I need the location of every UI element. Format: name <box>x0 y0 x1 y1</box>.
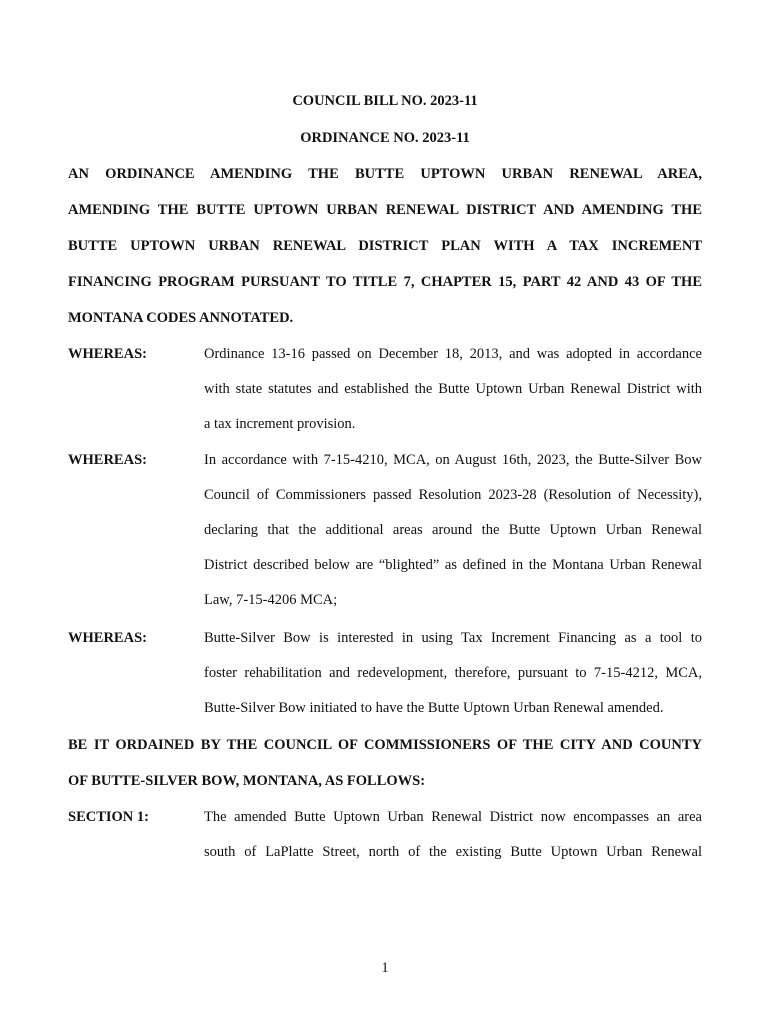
enacting-clause <box>68 731 702 803</box>
body-line: Ordinance 13-16 passed on December 18, 2013, and was adopted in accordance <box>204 346 702 362</box>
title-line: MONTANA CODES ANNOTATED. <box>68 310 294 326</box>
enacting-line: BE IT ORDAINED BY THE COUNCIL OF COMMISSIONERS OF THE CITY AND COUNTY <box>68 737 702 753</box>
enacting-line: OF BUTTE-SILVER BOW, MONTANA, AS FOLLOWS: <box>68 773 426 789</box>
council-bill-number: COUNCIL BILL NO. 2023-11 <box>292 93 478 109</box>
title-line: AN ORDINANCE AMENDING THE BUTTE UPTOWN URBAN RENEWAL AREA, <box>68 166 702 182</box>
body-line: declaring that the additional areas around the Butte Uptown Urban Renewal <box>204 522 702 538</box>
whereas-body <box>204 340 702 445</box>
page-number: 1 <box>381 960 389 976</box>
section-label: SECTION 1: <box>68 809 149 825</box>
section-body <box>204 803 702 873</box>
ordinance-title <box>68 160 702 340</box>
body-line: with state statutes and established the Butte Uptown Urban Renewal District with <box>204 381 702 397</box>
title-line: BUTTE UPTOWN URBAN RENEWAL DISTRICT PLAN WITH A TAX INCREMENT <box>68 238 702 254</box>
body-line: Butte-Silver Bow initiated to have the Butte Uptown Urban Renewal amended. <box>204 700 664 716</box>
body-line: Law, 7-15-4206 MCA; <box>204 592 338 608</box>
body-line: south of LaPlatte Street, north of the existing Butte Uptown Urban Renewal <box>204 844 702 860</box>
body-line: foster rehabilitation and redevelopment, therefore, pursuant to 7-15-4212, MCA, <box>204 665 702 681</box>
title-line: AMENDING THE BUTTE UPTOWN URBAN RENEWAL DISTRICT AND AMENDING THE <box>68 202 702 218</box>
whereas-label: WHEREAS: <box>68 346 147 362</box>
title-line: FINANCING PROGRAM PURSUANT TO TITLE 7, CHAPTER 15, PART 42 AND 43 OF THE <box>68 274 702 290</box>
whereas-label: WHEREAS: <box>68 452 147 468</box>
body-line: The amended Butte Uptown Urban Renewal District now encompasses an area <box>204 809 702 825</box>
whereas-label: WHEREAS: <box>68 630 147 646</box>
body-line: Butte-Silver Bow is interested in using Tax Increment Financing as a tool to <box>204 630 702 646</box>
body-line: Council of Commissioners passed Resolution 2023-28 (Resolution of Necessity), <box>204 487 702 503</box>
body-line: District described below are “blighted” as defined in the Montana Urban Renewal <box>204 557 702 573</box>
body-line: In accordance with 7-15-4210, MCA, on August 16th, 2023, the Butte-Silver Bow <box>204 452 702 468</box>
whereas-body <box>204 446 702 621</box>
ordinance-number: ORDINANCE NO. 2023-11 <box>300 130 470 146</box>
whereas-body <box>204 624 702 729</box>
body-line: a tax increment provision. <box>204 416 356 432</box>
